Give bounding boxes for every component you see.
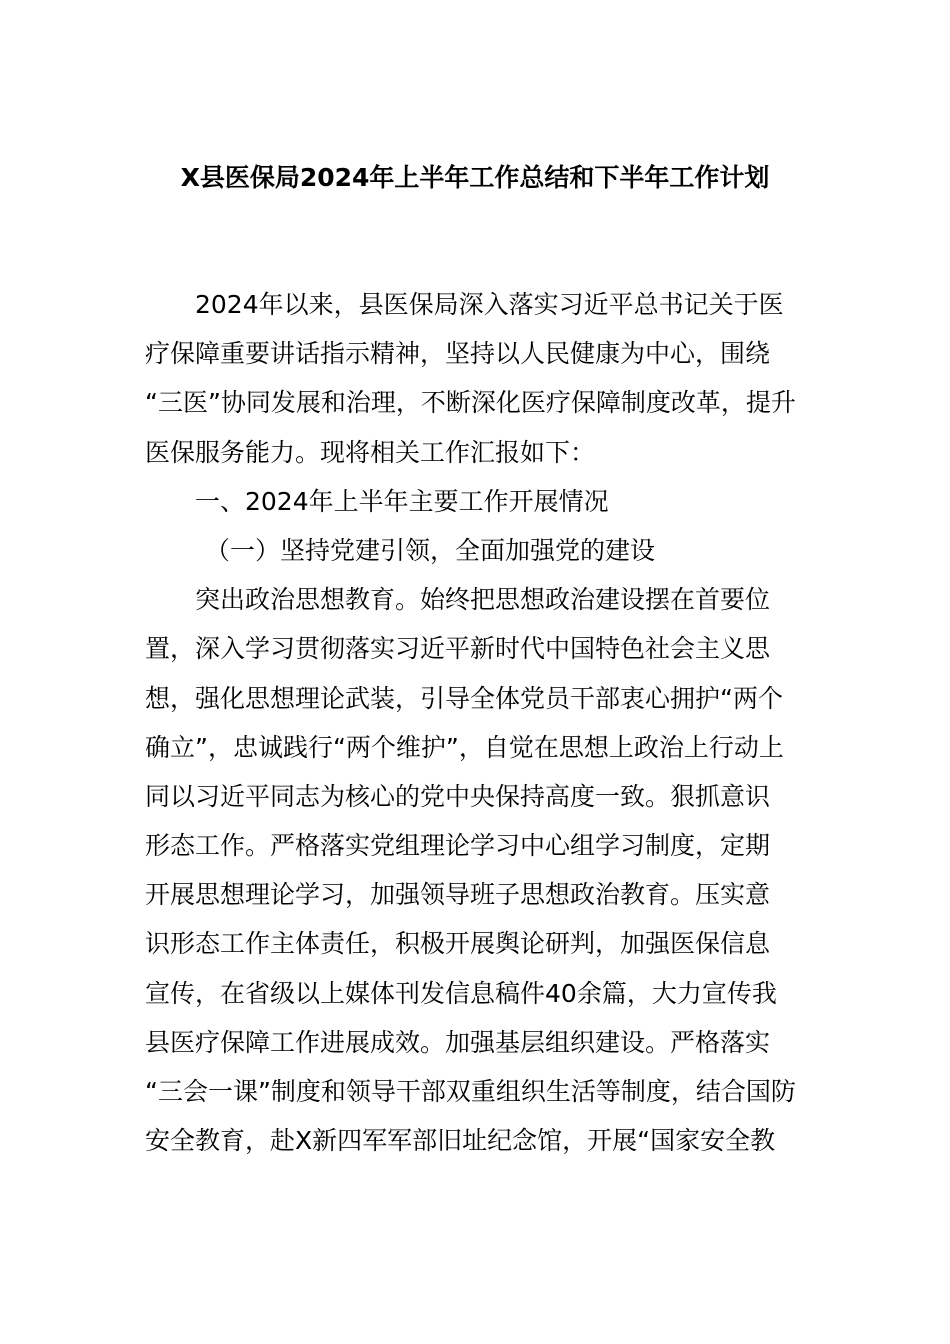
- paragraph-line: 想，强化思想理论武装，引导全体党员干部衷心拥护“两个: [145, 683, 783, 713]
- paragraph-line: “三会一课”制度和领导干部双重组织生活等制度，结合国防: [145, 1077, 796, 1106]
- paragraph-line: 突出政治思想教育。始终把思想政治建设摆在首要位: [195, 585, 771, 615]
- paragraph-line: 疗保障重要讲话指示精神，坚持以人民健康为中心，围绕: [145, 339, 771, 369]
- paragraph-line: 识形态工作主体责任，积极开展舆论研判，加强医保信息: [145, 929, 771, 959]
- paragraph-line: 同以习近平同志为核心的党中央保持高度一致。狠抓意识: [145, 781, 771, 811]
- paragraph-line: 确立”，忠诚践行“两个维护”，自觉在思想上政治上行动上: [145, 732, 784, 762]
- section-heading: 一、2024年上半年主要工作开展情况: [195, 486, 609, 516]
- paragraph-line: “三医”协同发展和治理，不断深化医疗保障制度改革，提升: [145, 388, 796, 418]
- paragraph-line: 形态工作。严格落实党组理论学习中心组学习制度，定期: [145, 831, 771, 861]
- subsection-heading: （一）坚持党建引领，全面加强党的建设: [205, 535, 656, 565]
- document-title: X县医保局2024年上半年工作总结和下半年工作计划: [180, 163, 770, 192]
- paragraph-line: 开展思想理论学习，加强领导班子思想政治教育。压实意: [145, 880, 771, 910]
- paragraph-line: 安全教育，赴X新四军军部旧址纪念馆，开展“国家安全教: [145, 1126, 776, 1156]
- paragraph-line: 医保服务能力。现将相关工作汇报如下：: [145, 437, 596, 467]
- paragraph-line: 县医疗保障工作进展成效。加强基层组织建设。严格落实: [145, 1027, 771, 1057]
- paragraph-line: 2024年以来，县医保局深入落实习近平总书记关于医: [195, 290, 784, 319]
- document-body: [145, 280, 805, 1165]
- paragraph-line: 置，深入学习贯彻落实习近平新时代中国特色社会主义思: [145, 634, 771, 664]
- paragraph-line: 宣传，在省级以上媒体刊发信息稿件40余篇，大力宣传我: [145, 978, 777, 1008]
